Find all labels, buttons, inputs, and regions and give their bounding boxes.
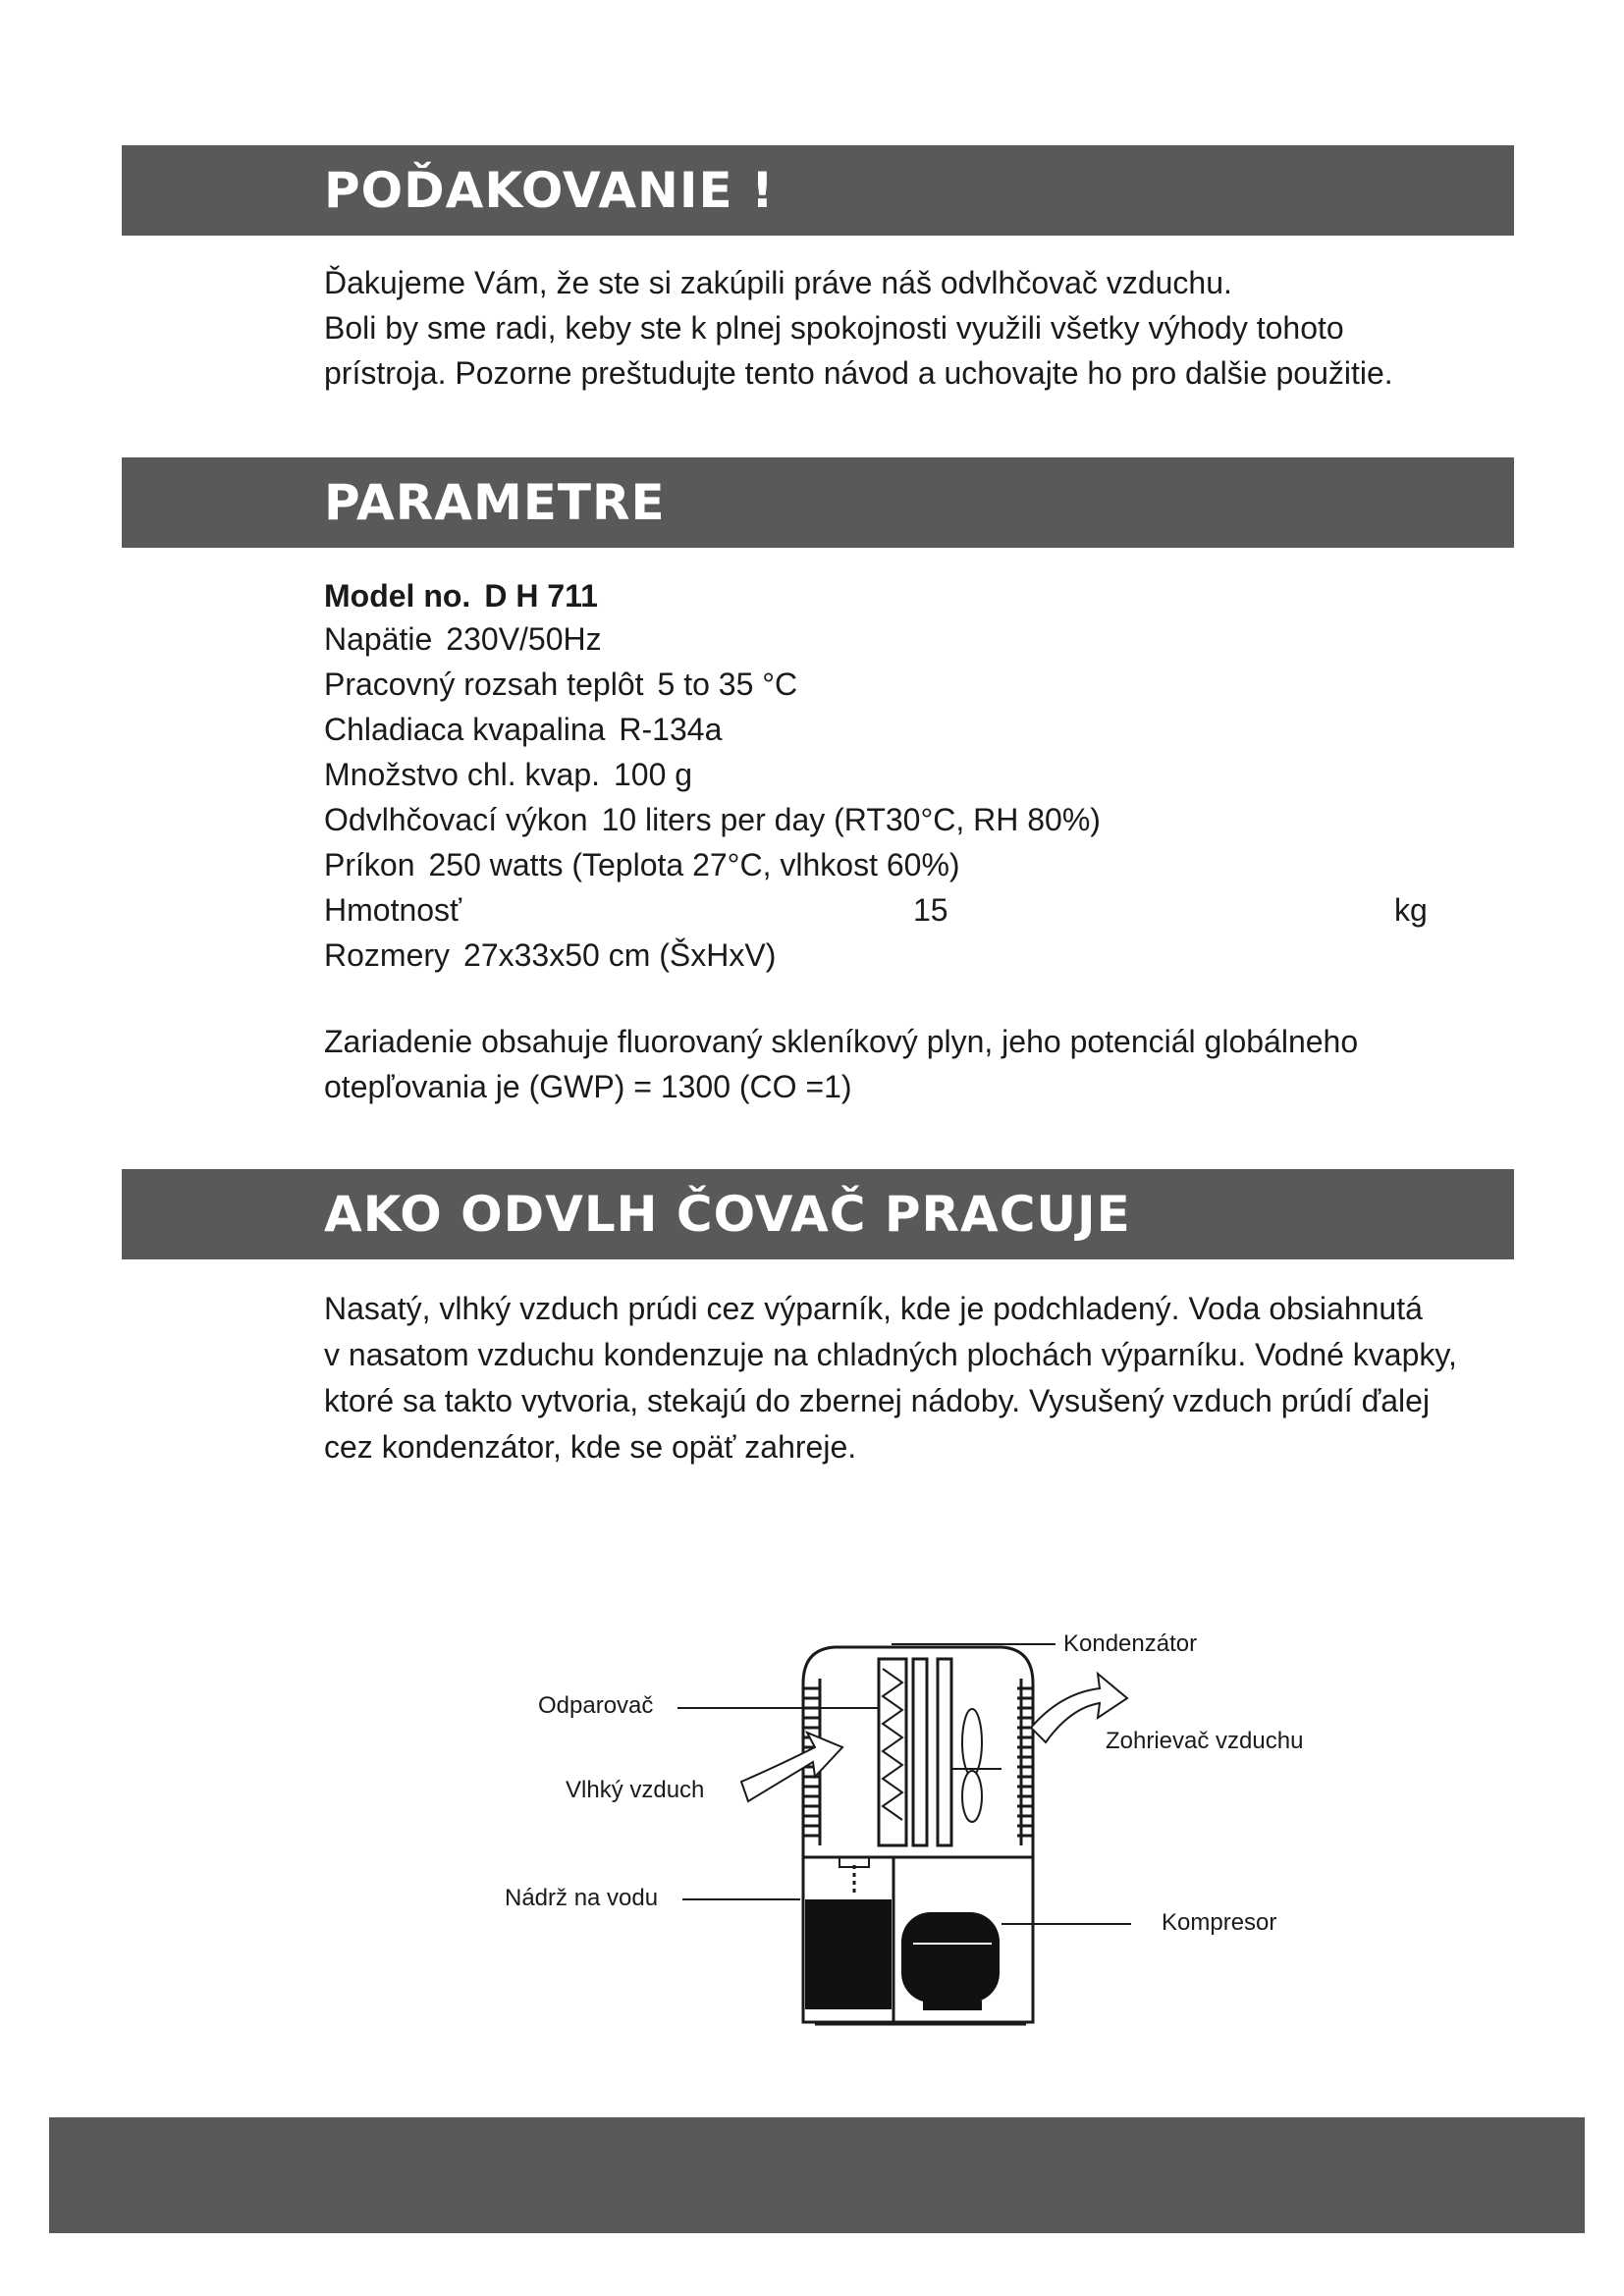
section-title-works: AKO ODVLH ČOVAČ PRACUJE: [324, 1186, 1131, 1243]
spec-capacity-value: 10 liters per day (RT30°C, RH 80%): [601, 802, 1101, 837]
spec-weight-label: Hmotnosť: [324, 892, 462, 928]
label-heater: Zohrievač vzduchu: [1106, 1728, 1304, 1754]
works-paragraph: [324, 1286, 1502, 1470]
label-evaporator: Odparovač: [538, 1692, 654, 1719]
thanks-line: prístroja. Pozorne preštudujte tento návod a uchovajte ho pro dalšie použitie.: [324, 355, 1393, 391]
gwp-line: otepľovania je (GWP) = 1300 (CO =1): [324, 1069, 852, 1104]
spec-temp-value: 5 to 35 °C: [657, 667, 798, 702]
section-title-params: PARAMETRE: [324, 474, 666, 531]
spec-voltage: [324, 616, 1502, 662]
gwp-paragraph: [324, 1019, 1502, 1109]
spec-ref-amount-value: 100 g: [614, 757, 693, 792]
spec-dims: [324, 933, 1502, 978]
side-grille-right: [1017, 1688, 1033, 1836]
spec-dims-value: 27x33x50 cm (ŠxHxV): [463, 937, 777, 973]
spec-capacity-label: Odvlhčovací výkon: [324, 802, 588, 837]
works-line: v nasatom vzduchu kondenzuje na chladných plochách výparníku. Vodné kvapky,: [324, 1337, 1457, 1372]
spec-power-label: Príkon: [324, 847, 415, 882]
spec-model-label: Model no.: [324, 578, 471, 614]
section-header-thanks: [122, 145, 1514, 236]
thanks-line: Ďakujeme Vám, že ste si zakúpili práve náš odvlhčovač vzduchu.: [324, 265, 1232, 300]
spec-power: [324, 842, 1502, 887]
dehumidifier-diagram: [491, 1600, 1355, 2032]
evaporator-coil: [883, 1669, 902, 1820]
spec-voltage-value: 230V/50Hz: [446, 621, 602, 657]
label-humid-air: Vlhký vzduch: [566, 1777, 705, 1803]
spec-refrigerant-label: Chladiaca kvapalina: [324, 712, 606, 747]
label-compressor: Kompresor: [1162, 1909, 1277, 1936]
works-line: ktoré sa takto vytvoria, stekajú do zbernej nádoby. Vysušený vzduch prúdí ďalej: [324, 1383, 1431, 1418]
spec-list: [324, 575, 1502, 978]
spec-refrigerant-value: R-134a: [619, 712, 723, 747]
section-title-thanks: POĎAKOVANIE !: [324, 162, 775, 219]
thanks-paragraph: [324, 260, 1502, 396]
works-line: cez kondenzátor, kde se opäť zahreje.: [324, 1429, 857, 1465]
label-tank: Nádrž na vodu: [505, 1885, 659, 1911]
spec-ref-amount-label: Množstvo chl. kvap.: [324, 757, 600, 792]
fan-icon: [952, 1709, 1001, 1822]
spec-refrigerant: [324, 707, 1502, 752]
spec-model-value: D H 711: [484, 578, 598, 614]
spec-temp-label: Pracovný rozsah teplôt: [324, 667, 644, 702]
thanks-line: Boli by sme radi, keby ste k plnej spokojnosti využili všetky výhody tohoto: [324, 310, 1344, 346]
works-line: Nasatý, vlhký vzduch prúdi cez výparník, kde je podchladený. Voda obsiahnutá: [324, 1291, 1423, 1326]
spec-voltage-label: Napätie: [324, 621, 433, 657]
spec-temp: [324, 662, 1502, 707]
section-header-works: [122, 1169, 1514, 1259]
spec-power-value: 250 watts (Teplota 27°C, vlhkost 60%): [428, 847, 960, 882]
gwp-line: Zariadenie obsahuje fluorovaný skleníkový plyn, jeho potenciál globálneho: [324, 1024, 1359, 1059]
compressor-shape: [901, 1912, 1000, 2010]
spec-ref-amount: [324, 752, 1502, 797]
footer-band: [49, 2117, 1585, 2233]
spec-dims-label: Rozmery: [324, 937, 451, 973]
spec-weight-value: 15: [913, 892, 948, 928]
spec-model: [324, 575, 1502, 616]
section-header-params: [122, 457, 1514, 548]
spec-weight: [324, 887, 1502, 933]
spec-weight-unit: kg: [1394, 892, 1428, 928]
spec-capacity: [324, 797, 1502, 842]
label-condenser: Kondenzátor: [1063, 1630, 1198, 1657]
water-tank-water: [805, 1899, 892, 2009]
humid-air-inlet-arrow: [741, 1733, 842, 1801]
